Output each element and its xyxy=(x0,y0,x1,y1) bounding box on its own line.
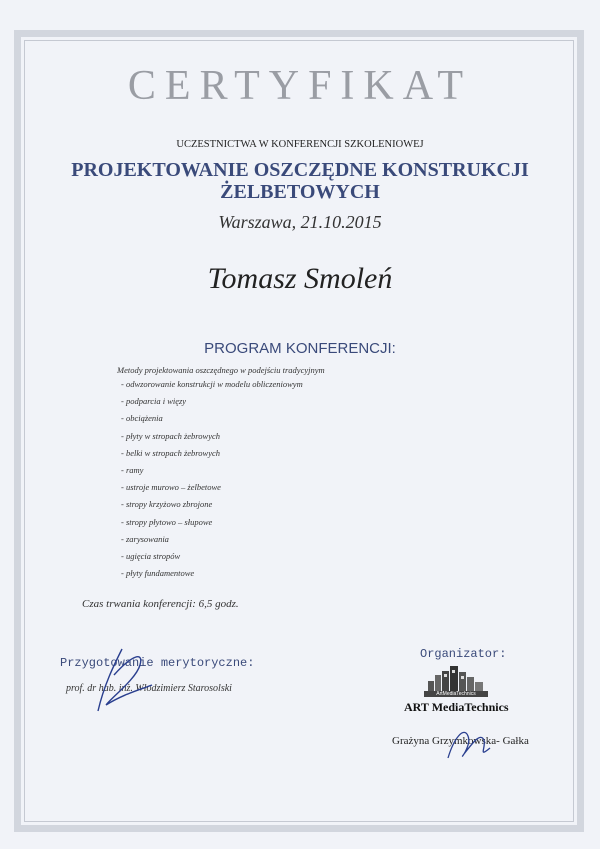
organizer-logo-text: ArtMediaTechnics xyxy=(424,691,488,697)
program-item: - obciążenia xyxy=(121,413,163,424)
program-item: - stropy płytowo – słupowe xyxy=(121,516,213,527)
program-list xyxy=(117,363,437,583)
organizer-name: ART MediaTechnics xyxy=(404,700,509,714)
certificate-subtitle: UCZESTNICTWA W KONFERENCJI SZKOLENIOWEJ xyxy=(176,139,424,150)
program-item: - płyty fundamentowe xyxy=(121,568,195,579)
conference-title-line2: ŻELBETOWYCH xyxy=(220,181,380,203)
organizer-label: Organizator: xyxy=(420,647,507,661)
signature-right xyxy=(428,718,508,768)
organizer-person: Grażyna Grzymkowska- Gałka xyxy=(392,735,529,747)
program-item: - odwzorowanie konstrukcji w modelu obliczeniowym xyxy=(121,379,303,389)
preparation-label: Przygotowanie merytoryczne: xyxy=(60,656,255,670)
program-item: - stropy krzyżowo zbrojone xyxy=(121,499,213,510)
signature-left xyxy=(92,645,172,717)
program-item: - belki w stropach żebrowych xyxy=(121,447,220,458)
program-item: - płyty w stropach żebrowych xyxy=(121,430,220,441)
participant-name: Tomasz Smoleń xyxy=(207,262,393,295)
program-item: - zarysowania xyxy=(121,533,169,544)
program-heading: PROGRAM KONFERENCJI: xyxy=(204,340,396,357)
conference-date: Warszawa, 21.10.2015 xyxy=(218,212,382,232)
program-item: - ustroje murowo – żelbetowe xyxy=(121,482,221,493)
program-intro: Metody projektowania oszczędnego w podejściu tradycyjnym xyxy=(117,365,325,375)
conference-title xyxy=(60,159,540,203)
program-item: - ramy xyxy=(121,464,144,475)
certificate-title: CERTYFIKAT xyxy=(127,63,473,109)
conference-duration: Czas trwania konferencji: 6,5 godz. xyxy=(82,598,239,610)
conference-title-line1: PROJEKTOWANIE OSZCZĘDNE KONSTRUKCJI xyxy=(71,159,529,181)
program-item: - podparcia i więzy xyxy=(121,396,187,407)
program-item: - ugięcia stropów xyxy=(121,550,181,561)
preparation-name: prof. dr hab. inż. Włodzimierz Starosolski xyxy=(66,683,232,694)
